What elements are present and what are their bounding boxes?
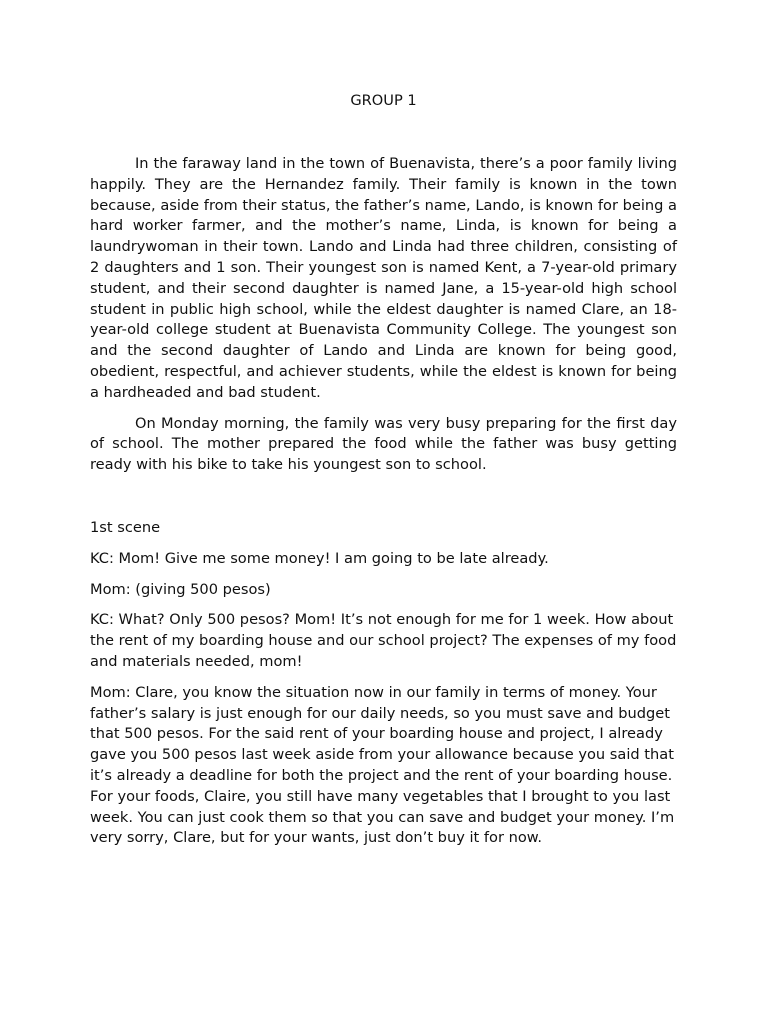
script-section	[90, 518, 677, 849]
scene-heading: 1st scene	[90, 518, 161, 536]
dialogue-line: KC: Mom! Give me some money! I am going to be late already.	[90, 549, 549, 567]
dialogue-line: Mom: Clare, you know the situation now in our family in terms of money. Your father’s salary is just enough for our daily needs, so you must save and budget that 500 pesos. For the said rent of your boarding house and project, I already gave you 500 pesos last week aside from your allowance because you said that it’s already a deadline for both the project and the rent of your boarding house. For your foods, Claire, you still have many vegetables that I brought to you last week. You can just cook them so that you can save and budget your money. I’m very sorry, Clare, but for your wants, just don’t buy it for now.	[90, 683, 675, 847]
narrative-section	[90, 154, 677, 476]
dialogue-line: Mom: (giving 500 pesos)	[90, 580, 271, 598]
document-page	[90, 90, 677, 859]
document-title: GROUP 1	[350, 92, 417, 109]
dialogue-line: KC: What? Only 500 pesos? Mom! It’s not enough for me for 1 week. How about the rent of my boarding house and our school project? The expenses of my food and materials needed, mom!	[90, 611, 677, 670]
narrative-paragraph: In the faraway land in the town of Buenavista, there’s a poor family living happily. They are the Hernandez family. Their family is known in the town because, aside from their status, the father’s name, Lando, is known for being a hard worker farmer, and the mother’s name, Linda, is known for being a laundrywoman in their town. Lando and Linda had three children, consisting of 2 daughters and 1 son. Their youngest son is named Kent, a 7-year-old primary student, and their second daughter is named Jane, a 15-year-old high school student in public high school, while the eldest daughter is named Clare, an 18-year-old college student at Buenavista Community College. The youngest son and the second daughter of Lando and Linda are known for being good, obedient, respectful, and achiever students, while the eldest is known for being a hardheaded and bad student.	[90, 155, 677, 401]
narrative-paragraph: On Monday morning, the family was very busy preparing for the first day of school. The mother prepared the food while the father was busy getting ready with his bike to take his youngest son to school.	[90, 414, 677, 474]
